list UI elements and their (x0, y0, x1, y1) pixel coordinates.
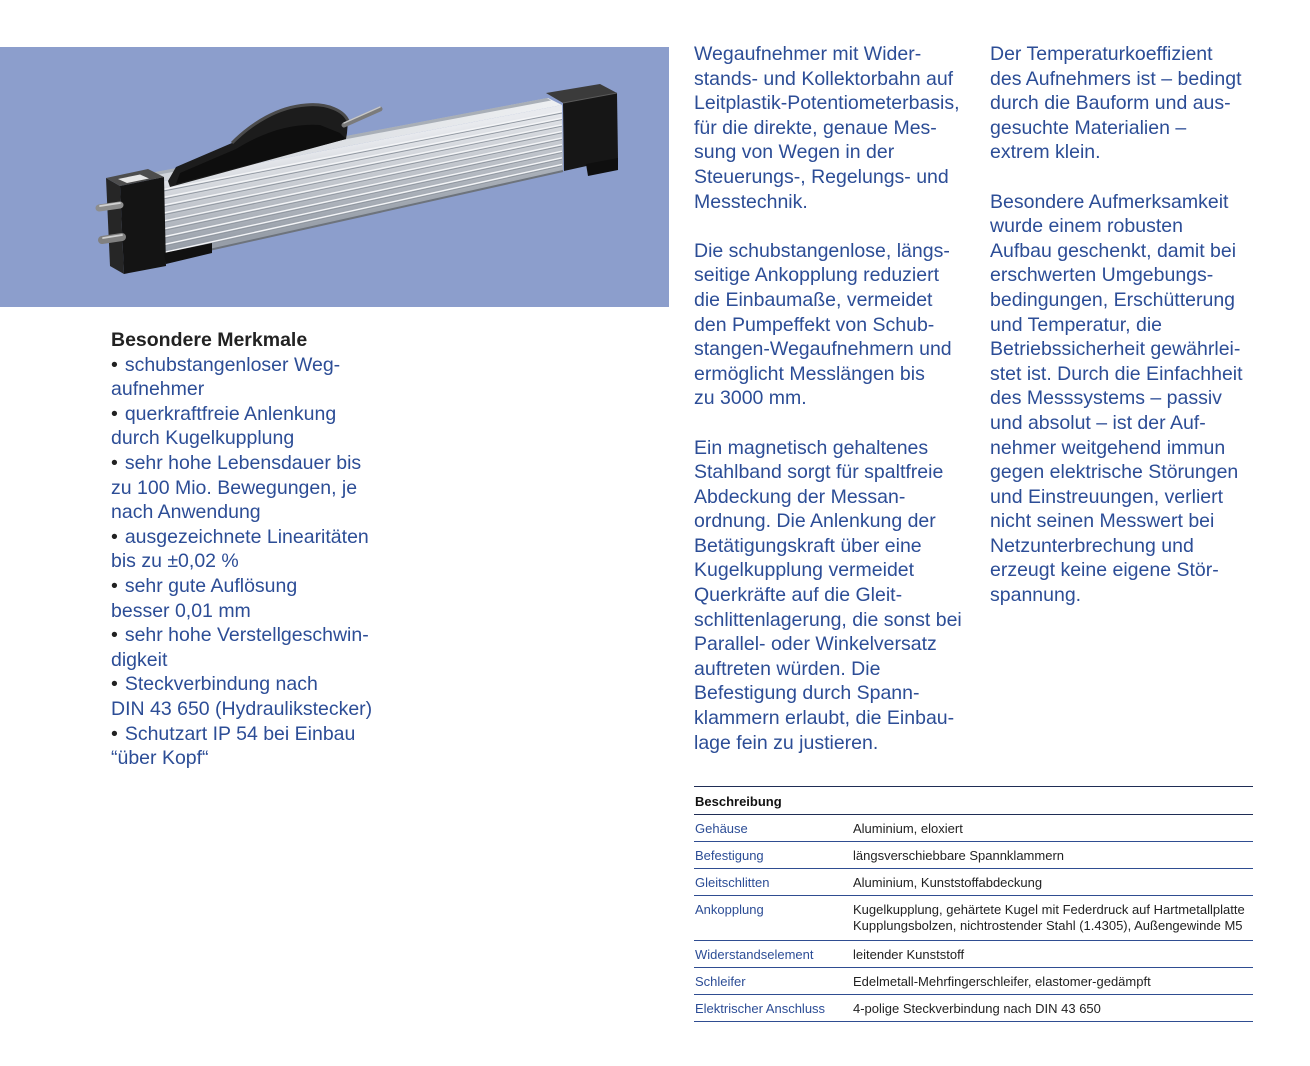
description-column-1 (694, 42, 979, 755)
bullet-marker: • (111, 525, 118, 548)
feature-first-line (111, 402, 431, 427)
description-paragraph (694, 436, 979, 756)
description-line: Stahlband sorgt für spaltfreie (694, 461, 944, 484)
description-line: die Einbaumaße, vermeidet (694, 288, 933, 311)
spec-row (694, 995, 1253, 1022)
description-line: für die direkte, genaue Mes- (694, 116, 937, 139)
spec-value (853, 821, 963, 837)
feature-item (111, 672, 431, 721)
description-line: Betätigungskraft über eine (694, 534, 922, 557)
bullet-marker: • (111, 353, 118, 376)
description-line: auftreten würden. Die (694, 657, 881, 680)
feature-first-line (111, 722, 431, 747)
description-line: ermöglicht Messlängen bis (694, 362, 925, 385)
spec-table-header: Beschreibung (694, 786, 1253, 815)
feature-line: aufnehmer (111, 378, 205, 401)
feature-line: DIN 43 650 (Hydraulikstecker) (111, 697, 373, 720)
feature-line: Schutzart IP 54 bei Einbau (124, 722, 356, 745)
description-line: Aufbau geschenkt, damit bei (990, 239, 1237, 262)
feature-line: nach Anwendung (111, 501, 261, 524)
bullet-marker: • (111, 402, 118, 425)
spec-value (853, 947, 964, 963)
description-line: Befestigung durch Spann- (694, 682, 920, 705)
spec-label: Widerstandselement (695, 947, 814, 962)
description-line: zu 3000 mm. (694, 387, 807, 410)
spec-value (853, 848, 1064, 864)
spec-value-line: Edelmetall-Mehrfingerschleifer, elastomer-gedämpft (853, 974, 1151, 989)
feature-line: digkeit (111, 648, 168, 671)
feature-first-line (111, 623, 431, 648)
description-line: und Einstreuungen, verliert (990, 485, 1224, 508)
feature-item (111, 353, 431, 402)
feature-line: sehr hohe Lebensdauer bis (124, 451, 362, 474)
feature-line: schubstangenloser Weg- (124, 353, 341, 376)
description-line: Wegaufnehmer mit Wider- (694, 43, 922, 65)
description-paragraph (694, 42, 979, 214)
spec-value-line: 4-polige Steckverbindung nach DIN 43 650 (853, 1001, 1101, 1016)
feature-line: sehr hohe Verstellgeschwin- (124, 624, 369, 647)
description-line: Kugelkupplung vermeidet (694, 559, 915, 582)
description-line: und Temperatur, die (990, 313, 1163, 336)
description-line: stangen-Wegaufnehmern und (694, 338, 952, 361)
description-line: spannung. (990, 584, 1082, 607)
spec-value-line: Kupplungsbolzen, nichtrostender Stahl (1.4305), Außengewinde M5 (853, 918, 1243, 933)
feature-line: bis zu ±0,02 % (111, 550, 239, 573)
description-line: sung von Wegen in der (694, 141, 895, 164)
description-line: Querkräfte auf die Gleit- (694, 584, 903, 607)
description-line: Messtechnik. (694, 190, 808, 213)
description-line: klammern erlaubt, die Einbau- (694, 707, 955, 730)
spec-row (694, 896, 1253, 941)
feature-line: querkraftfreie Anlenkung (124, 402, 337, 425)
bullet-marker: • (111, 451, 118, 474)
description-line: nehmer weitgehend immun (990, 436, 1226, 459)
description-line: Parallel- oder Winkelversatz (694, 633, 937, 656)
description-line: Ein magnetisch gehaltenes (694, 436, 929, 459)
feature-first-line (111, 353, 431, 378)
description-paragraph (990, 190, 1290, 608)
spec-value (853, 1001, 1101, 1017)
description-line: lage fein zu justieren. (694, 731, 879, 754)
spec-value-line: leitender Kunststoff (853, 947, 965, 962)
product-photo-panel (0, 47, 669, 307)
feature-item (111, 402, 431, 451)
features-heading: Besondere Merkmale (111, 329, 308, 351)
feature-item (111, 623, 431, 672)
description-line: Die schubstangenlose, längs- (694, 239, 950, 262)
spec-row (694, 941, 1253, 968)
features-section (111, 328, 431, 771)
actuator-rod (344, 109, 380, 125)
description-line: Netzunterbrechung und (990, 534, 1194, 557)
description-line: den Pumpeffekt von Schub- (694, 313, 935, 336)
description-line: des Messsystems – passiv (990, 387, 1222, 410)
feature-first-line (111, 451, 431, 476)
feature-item (111, 451, 431, 525)
transducer-body-front (160, 105, 563, 261)
description-line: Abdeckung der Messan- (694, 485, 906, 508)
feature-first-line (111, 525, 431, 550)
spec-label: Gehäuse (695, 821, 748, 836)
bullet-marker: • (111, 624, 118, 647)
bullet-marker: • (111, 673, 118, 696)
feature-first-line (111, 574, 431, 599)
spec-label: Ankopplung (695, 902, 764, 917)
feature-line: zu 100 Mio. Bewegungen, je (111, 476, 358, 499)
description-line: erzeugt keine eigene Stör- (990, 559, 1219, 582)
spec-value (853, 902, 1245, 934)
description-line: erschwerten Umgebungs- (990, 264, 1214, 287)
feature-line: besser 0,01 mm (111, 599, 251, 622)
spec-row (694, 968, 1253, 995)
description-line: Steuerungs-, Regelungs- und (694, 165, 949, 188)
feature-item (111, 574, 431, 623)
description-line: extrem klein. (990, 141, 1101, 164)
bullet-marker: • (111, 574, 118, 597)
description-line: nicht seinen Messwert bei (990, 510, 1215, 533)
description-line: Der Temperaturkoeffizient (990, 43, 1213, 65)
description-line: bedingungen, Erschütterung (990, 288, 1236, 311)
feature-line: “über Kopf“ (111, 747, 209, 770)
spec-value (853, 875, 1042, 891)
feature-first-line (111, 672, 431, 697)
description-column-2 (990, 42, 1290, 608)
spec-label: Befestigung (695, 848, 764, 863)
description-line: wurde einem robusten (990, 215, 1183, 238)
description-line: schlittenlagerung, die sonst bei (694, 608, 962, 631)
spec-row (694, 815, 1253, 842)
spec-value-line: Aluminium, Kunststoffabdeckung (853, 875, 1043, 890)
spec-value (853, 974, 1151, 990)
product-image (0, 47, 669, 307)
spec-table (694, 786, 1253, 1022)
description-line: des Aufnehmers ist – bedingt (990, 67, 1242, 90)
spec-label: Elektrischer Anschluss (695, 1001, 826, 1016)
end-cap-right-front (563, 93, 618, 171)
description-line: Besondere Aufmerksamkeit (990, 190, 1229, 213)
description-line: stet ist. Durch die Einfachheit (990, 362, 1243, 385)
description-line: und absolut – ist der Auf- (990, 411, 1206, 434)
end-cap-left-front (120, 177, 166, 274)
description-line: gesuchte Materialien – (990, 116, 1187, 139)
bullet-marker: • (111, 722, 118, 745)
spec-value-line: längsverschiebbare Spannklammern (853, 848, 1065, 863)
feature-line: ausgezeichnete Linearitäten (124, 525, 369, 548)
feature-line: sehr gute Auflösung (124, 574, 298, 597)
description-line: seitige Ankopplung reduziert (694, 264, 939, 287)
spec-row (694, 869, 1253, 896)
feature-line: durch Kugelkupplung (111, 427, 295, 450)
feature-item (111, 525, 431, 574)
spec-label: Schleifer (695, 974, 746, 989)
description-paragraph (694, 239, 979, 411)
spec-value-line: Aluminium, eloxiert (853, 821, 963, 836)
description-line: Leitplastik-Potentiometerbasis, (694, 92, 960, 115)
description-line: gegen elektrische Störungen (990, 461, 1239, 484)
description-line: durch die Bauform und aus- (990, 92, 1231, 115)
actuator-rod-highlight (344, 107, 380, 123)
description-paragraph (990, 42, 1290, 165)
feature-item (111, 722, 431, 771)
description-line: stands- und Kollektorbahn auf (694, 67, 954, 90)
spec-row (694, 842, 1253, 869)
spec-value-line: Kugelkupplung, gehärtete Kugel mit Federdruck auf Hartmetallplatte (853, 902, 1245, 917)
feature-line: Steckverbindung nach (124, 673, 318, 696)
features-list (111, 353, 431, 771)
description-line: Betriebssicherheit gewährlei- (990, 338, 1241, 361)
description-line: ordnung. Die Anlenkung der (694, 510, 936, 533)
spec-label: Gleitschlitten (695, 875, 770, 890)
